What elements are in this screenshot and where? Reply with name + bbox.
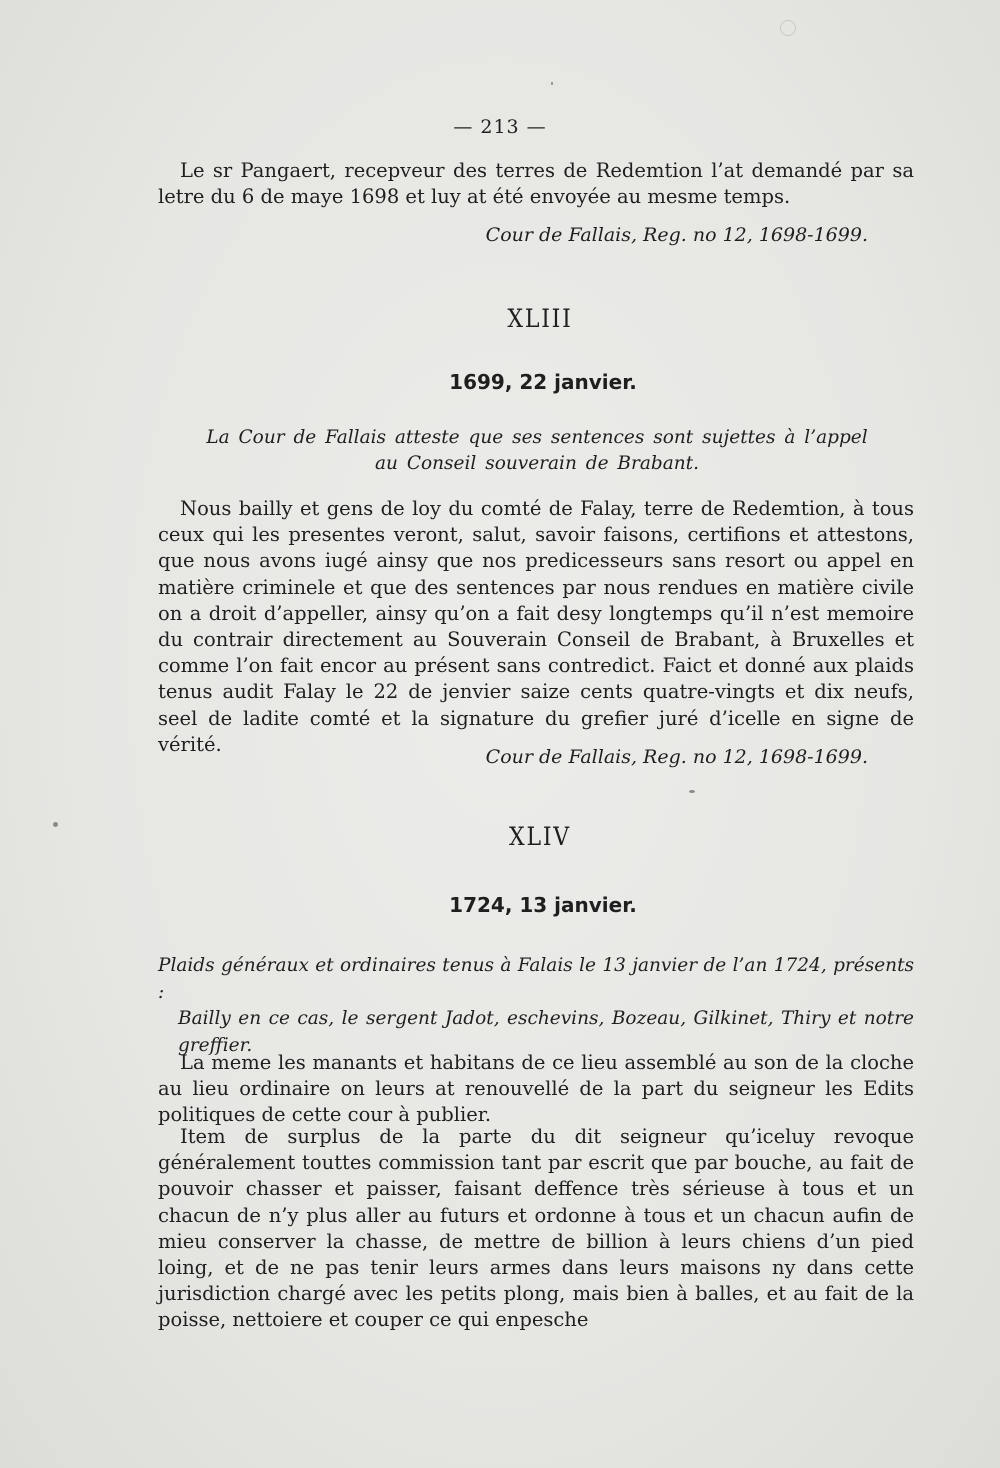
intro-source-block <box>158 224 914 246</box>
section-body-block <box>158 496 914 758</box>
section-source: Cour de Fallais, Reg. no 12, 1698-1699. <box>485 746 868 768</box>
section-paragraph: Item de surplus de la parte du dit seigneur qu’iceluy revoque généralement touttes commission tant par escrit que par bouche, au fait de pouvoir chasser et paisser, faisant deffence très sérieuse à tous et un chacun de n’y plus aller au futurs et ordonne à tous et un chacun aufin de mieu conserver la chasse, de mettre de billion à leurs chiens d’un pied loing, et de ne pas tenir leurs armes dans leurs maisons ny dans cette jurisdiction chargé avec les petits plong, mais bien à balles, et au fait de la poisse, nettoiere et couper ce qui enpesche <box>158 1125 914 1332</box>
section-source-block <box>158 746 914 768</box>
section-summary <box>158 953 914 1059</box>
section-para-block <box>158 1124 914 1334</box>
section-para-block <box>158 1050 914 1129</box>
section-paragraph: La meme les manants et habitans de ce lieu assemblé au son de la cloche au lieu ordinaire on leurs at renouvellé de la part du seigneur les Edits politiques de cette cour à publier. <box>158 1051 914 1127</box>
section-body: Nous bailly et gens de loy du comté de Falay, terre de Redemtion, à tous ceux qui les presentes veront, salut, savoir faisons, certifions et attestons, que nous avons iugé ainsy que nos predicesseurs sans resort ou appel en matière criminele et que des sentences par nous rendues en matière civile on a droit d’appeller, ainsy qu’on a fait desy longtemps qu’il n’est memoire du contrair directement au Souverain Conseil de Brabant, à Bruxelles et comme l’on fait encor au présent sans contredict. Faict et donné aux plaids tenus audit Falay le 22 de jenvier saize cents quatre-vingts et dix neufs, seel de ladite comté et la signature du grefier juré d’icelle en signe de vérité. <box>158 497 914 756</box>
section-date: 1699, 22 janvier. <box>449 370 637 394</box>
intro-paragraph: Le sr Pangaert, recepveur des terres de Redemtion l’at demandé par sa letre du 6 de maye 1698 et luy at été envoyée au mesme temps. <box>158 159 914 209</box>
section-summary: La Cour de Fallais atteste que ses sentences sont sujettes à l’appel au Conseil souverain de Brabant. <box>206 427 868 474</box>
scan-ring <box>780 20 796 36</box>
section-summary-rest: Bailly en ce cas, le sergent Jadot, eschevins, Bozeau, Gilkinet, Thiry et notre greffier. <box>178 1008 914 1056</box>
section-summary-line1: Plaids généraux et ordinaires tenus à Falais le 13 janvier de l’an 1724, présents : <box>158 955 914 1003</box>
intro-paragraph-block <box>158 158 914 210</box>
scan-speck <box>689 790 695 793</box>
section-date: 1724, 13 janvier. <box>449 893 637 917</box>
scan-speck <box>551 82 553 85</box>
scan-speck <box>53 822 58 827</box>
page-number: — 213 — <box>453 116 547 138</box>
section-numeral: XLIII <box>507 304 573 333</box>
section-numeral: XLIV <box>509 822 571 851</box>
intro-source: Cour de Fallais, Reg. no 12, 1698-1699. <box>485 224 868 246</box>
